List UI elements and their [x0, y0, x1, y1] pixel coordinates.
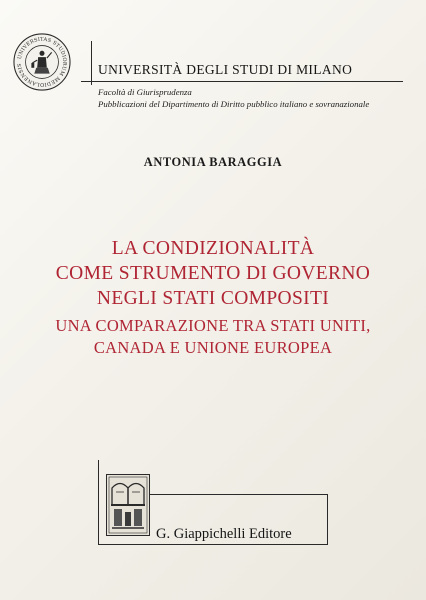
author-name: ANTONIA BARAGGIA	[143, 155, 283, 169]
publisher-frame-top	[148, 494, 328, 495]
publisher-frame-left	[98, 460, 99, 544]
header-vertical-rule	[91, 41, 92, 85]
university-seal-icon	[13, 33, 71, 91]
publisher-name: G. Giappichelli Editore	[156, 526, 292, 542]
title-line: COME STRUMENTO DI GOVERNO	[55, 263, 371, 284]
publisher-frame-right	[327, 494, 328, 544]
book-title	[0, 236, 426, 311]
subtitle-line: UNA COMPARAZIONE TRA STATI UNITI,	[55, 316, 371, 335]
book-subtitle	[0, 315, 426, 359]
series-name: Pubblicazioni del Dipartimento di Diritto pubblico italiano e sovranazionale	[98, 99, 370, 109]
faculty-name: Facoltà di Giurisprudenza	[98, 87, 192, 97]
publisher-emblem-icon	[106, 474, 150, 536]
title-line: LA CONDIZIONALITÀ	[111, 238, 315, 259]
publisher-frame-bottom	[98, 544, 328, 545]
subtitle-line: CANADA E UNIONE EUROPEA	[93, 338, 333, 357]
university-name: UNIVERSITÀ DEGLI STUDI DI MILANO	[98, 62, 353, 77]
cover-header	[13, 33, 413, 123]
title-line: NEGLI STATI COMPOSITI	[96, 288, 330, 309]
header-horizontal-rule	[81, 81, 403, 82]
publisher-block	[98, 460, 328, 544]
seal-text: UNIVERSITAS STUDIORUM MEDIOLANENSIS	[16, 36, 68, 88]
